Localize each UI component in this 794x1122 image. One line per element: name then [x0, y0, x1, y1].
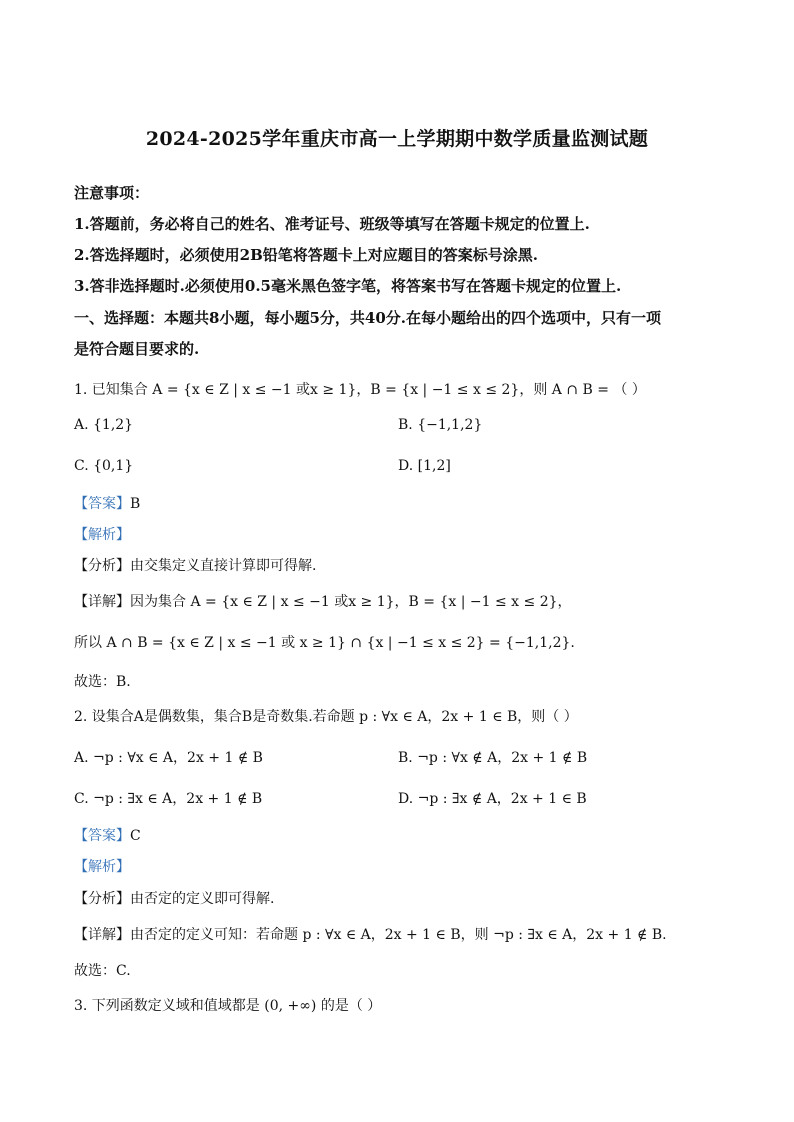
xiangjie-tag: 【详解】: [74, 594, 130, 610]
section-heading-line1: 一、选择题：本题共8小题，每小题5分，共40分.在每小题给出的四个选项中，只有一项: [74, 309, 661, 327]
q1-suoyi: 所以 A ∩ B = {x ∈ Z | x ≤ −1 或 x ≥ 1} ∩ {x | −1 ≤ x ≤ 2} = {−1,1,2}.: [74, 635, 575, 651]
q1-stem: 1. 已知集合 A = {x ∈ Z | x ≤ −1 或x ≥ 1}，B = {x | −1 ≤ x ≤ 2}，则 A ∩ B = （ ）: [74, 382, 646, 398]
q2-answer-value: C: [130, 828, 141, 844]
q2-stem: 2. 设集合A是偶数集，集合B是奇数集.若命题 p : ∀x ∈ A，2x + 1 ∈ B，则（ ）: [74, 709, 578, 725]
q2-option-a: A. ¬p : ∀x ∈ A，2x + 1 ∉ B: [74, 750, 263, 766]
note-1: 1.答题前，务必将自己的姓名、准考证号、班级等填写在答题卡规定的位置上.: [74, 215, 590, 233]
q2-option-c: C. ¬p : ∃x ∈ A，2x + 1 ∉ B: [74, 791, 263, 807]
q1-fenxi: [74, 556, 316, 576]
fenxi-tag: 【分析】: [74, 558, 130, 574]
q1-option-a: A. {1,2}: [74, 417, 134, 433]
q2-guxuan: 故选：C.: [74, 963, 131, 979]
fenxi-tag: 【分析】: [74, 891, 130, 907]
q2-answer: [74, 826, 141, 846]
q2-jiexi-tag: 【解析】: [74, 859, 130, 875]
q2-option-d: D. ¬p : ∃x ∉ A，2x + 1 ∈ B: [398, 791, 587, 807]
q2-xiangjie-text: 由否定的定义可知：若命题 p : ∀x ∈ A，2x + 1 ∈ B，则 ¬p : ∃x ∈ A，2x + 1 ∉ B.: [130, 927, 667, 943]
notes-heading: 注意事项：: [74, 184, 150, 202]
q1-option-d: D. [1,2]: [398, 458, 451, 474]
note-2: 2.答选择题时，必须使用2B铅笔将答题卡上对应题目的答案标号涂黑.: [74, 246, 538, 264]
section-heading-line2: 是符合题目要求的.: [74, 340, 200, 358]
note-3: 3.答非选择题时.必须使用0.5毫米黑色签字笔，将答案书写在答题卡规定的位置上.: [74, 277, 622, 295]
q1-answer-value: B: [130, 496, 141, 512]
q3-stem: 3. 下列函数定义域和值域都是 (0, +∞) 的是（ ）: [74, 998, 382, 1014]
q2-fenxi: [74, 889, 274, 909]
q1-xiangjie: [74, 592, 572, 612]
xiangjie-tag: 【详解】: [74, 927, 130, 943]
q1-xiangjie-text: 因为集合 A = {x ∈ Z | x ≤ −1 或x ≥ 1}，B = {x | −1 ≤ x ≤ 2}，: [130, 594, 572, 610]
page-title: 2024-2025学年重庆市高一上学期期中数学质量监测试题: [145, 128, 649, 150]
q2-option-b: B. ¬p : ∀x ∉ A，2x + 1 ∉ B: [398, 750, 588, 766]
q2-fenxi-text: 由否定的定义即可得解.: [130, 891, 275, 907]
q1-option-c: C. {0,1}: [74, 458, 134, 474]
q1-fenxi-text: 由交集定义直接计算即可得解.: [130, 558, 317, 574]
q1-guxuan: 故选：B.: [74, 674, 131, 690]
q1-answer: [74, 494, 140, 514]
answer-tag: 【答案】: [74, 828, 130, 844]
q1-jiexi-tag: 【解析】: [74, 527, 130, 543]
q1-option-b: B. {−1,1,2}: [398, 417, 483, 433]
q2-xiangjie: [74, 925, 667, 945]
answer-tag: 【答案】: [74, 496, 130, 512]
